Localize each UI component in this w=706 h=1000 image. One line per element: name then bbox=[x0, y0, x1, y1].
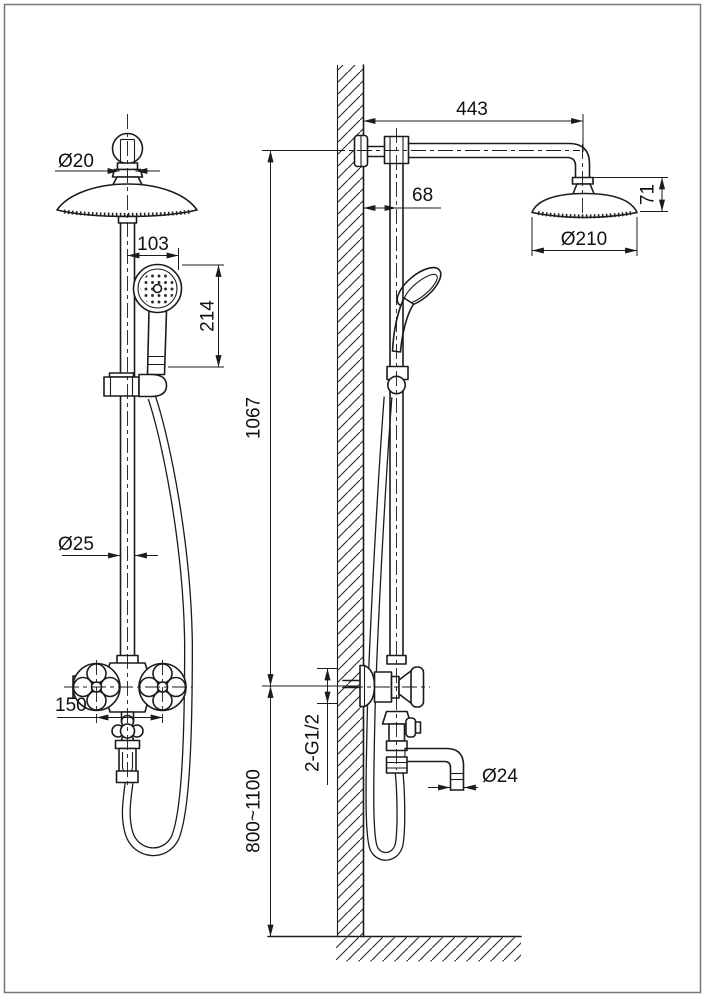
rain-head-front bbox=[57, 184, 197, 223]
front-view bbox=[57, 134, 197, 852]
dim-label-hand-length: 214 bbox=[197, 300, 219, 332]
dim-head-diameter bbox=[532, 217, 637, 256]
dim-label-install-height: 800~1100 bbox=[243, 769, 265, 853]
dim-spout-diameter bbox=[428, 766, 518, 788]
dim-install-height bbox=[244, 686, 271, 937]
dim-label-rail-height: 1067 bbox=[243, 396, 265, 440]
dim-label-handle-spacing: 150 bbox=[55, 695, 87, 716]
dim-label-rail-diameter: Ø25 bbox=[58, 534, 94, 555]
dim-rail-diameter bbox=[58, 534, 158, 556]
hand-shower-side bbox=[391, 261, 447, 352]
slider-bracket-front bbox=[104, 373, 167, 397]
dim-head-connector bbox=[55, 151, 160, 172]
rain-head-side bbox=[532, 194, 637, 218]
dim-label-head-diameter: Ø210 bbox=[560, 229, 608, 250]
dim-label-wall-offset: 68 bbox=[412, 185, 434, 206]
dim-label-hand-offset: 103 bbox=[137, 234, 169, 255]
dim-label-spout-diameter: Ø24 bbox=[482, 766, 518, 787]
shower-arm-side bbox=[409, 144, 596, 197]
wall-section bbox=[338, 65, 364, 937]
diverter-side bbox=[383, 712, 421, 742]
floor-section bbox=[268, 937, 521, 962]
spout-side bbox=[405, 749, 464, 791]
hand-shower-front bbox=[134, 265, 182, 375]
mixer-front bbox=[73, 656, 186, 783]
dim-label-head-connector: Ø20 bbox=[58, 151, 94, 172]
hose-front bbox=[126, 398, 188, 852]
dim-label-head-drop: 71 bbox=[637, 183, 659, 206]
dim-label-inlet-thread: 2-G1/2 bbox=[302, 713, 324, 773]
dim-label-arm-length: 443 bbox=[456, 99, 488, 120]
